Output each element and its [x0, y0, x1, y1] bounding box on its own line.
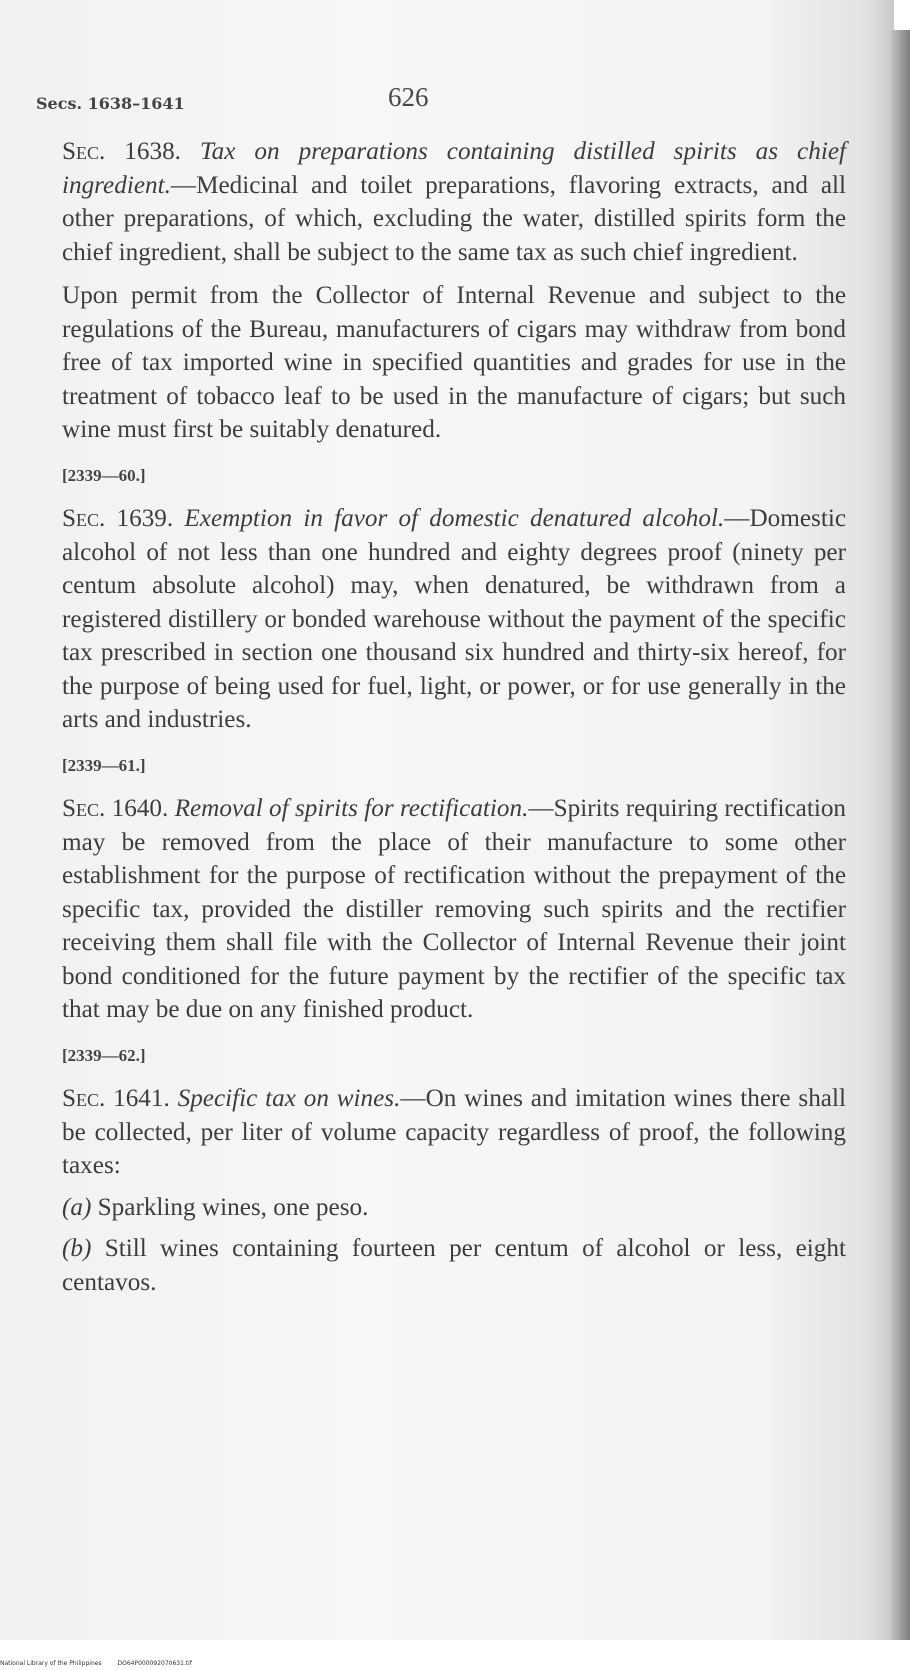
item-text: Sparkling wines, one peso.	[97, 1193, 369, 1221]
section-number: Sec. 1639.	[62, 505, 174, 532]
library-name: National Library of the Philippines	[0, 1660, 102, 1667]
reference-2339-61: [2339—61.]	[62, 755, 146, 775]
page-number: 626	[388, 82, 429, 112]
section-title: Exemption in favor of domestic denatured alcohol.	[184, 505, 725, 532]
item-a	[62, 1191, 846, 1225]
section-range: Secs. 1638–1641	[36, 94, 185, 113]
section-title: Tax on preparations containing distilled spirits as chief ingredient.	[62, 138, 846, 199]
item-label: (a)	[62, 1193, 92, 1221]
section-1639	[62, 502, 846, 737]
section-text: —Medicinal and toilet preparations, flavoring extracts, and all other preparations, of which, excluding the water, distilled spirits form the chief ingredient, shall be subject to the same tax as such chief ingredient.	[62, 171, 846, 266]
reference-2339-60: [2339—60.]	[62, 465, 146, 485]
section-number: Sec. 1638.	[62, 138, 181, 165]
section-1640	[62, 792, 846, 1027]
scan-id: DO64P000092070631.tif	[117, 1660, 192, 1667]
page-header	[36, 82, 856, 122]
section-text: —Spirits requiring rectification may be removed from the place of their manufacture to some other establishment for the purpose of rectification without the prepayment of the specific tax, provided the distiller removing such spirits and the rectifier receiving them shall file with the Collector of Internal Revenue their joint bond conditioned for the future payment by the rectifier of the specific tax that may be due on any finished product.	[62, 795, 847, 1023]
item-b	[62, 1232, 846, 1299]
section-text: —Domestic alcohol of not less than one hundred and eighty degrees proof (ninety per centum absolute alcohol) may, when denatured, be withdrawn from a registered distillery or bonded warehouse without the payment of the specific tax prescribed in section one thousand six hundred and thirty-six hereof, for the purpose of being used for fuel, light, or power, or for use generally in the arts and industries.	[62, 505, 847, 733]
scan-footer	[0, 1660, 910, 1670]
reference-2339-62: [2339—62.]	[62, 1045, 146, 1065]
section-title: Specific tax on wines.	[177, 1085, 401, 1112]
section-1638	[62, 135, 846, 269]
page-edge-shadow	[888, 30, 910, 1640]
page-body	[62, 135, 846, 1299]
item-label: (b)	[62, 1235, 92, 1262]
section-1641	[62, 1082, 846, 1183]
section-text: —On wines and imitation wines there shall be collected, per liter of volume capacity regardless of proof, the following taxes:	[62, 1085, 846, 1179]
item-text: Still wines containing fourteen per centum of alcohol or less, eight centavos.	[62, 1235, 846, 1296]
section-title: Removal of spirits for rectification.	[174, 795, 529, 822]
paragraph-cigar-wine: Upon permit from the Collector of Internal Revenue and subject to the regulations of the Bureau, manufacturers of cigars may withdraw from bond free of tax imported wine in specified quantities and grades for use in the treatment of tobacco leaf to be used in the manufacture of cigars; but such wine must first be suitably denatured.	[62, 282, 846, 443]
section-number: Sec. 1641.	[62, 1085, 170, 1112]
section-number: Sec. 1640.	[62, 795, 169, 822]
